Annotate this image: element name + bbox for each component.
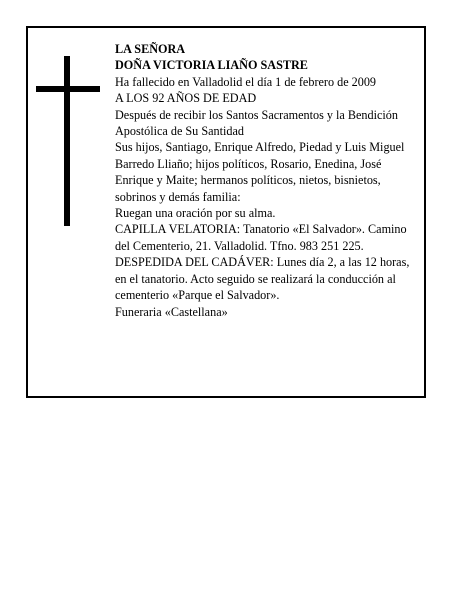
cross-icon: [36, 56, 100, 226]
prayer-text: Ruegan una oración por su alma.: [115, 206, 276, 221]
sacraments-text: Después de recibir los Santos Sacramentos y la Bendición Apostólica de Su Santidad: [115, 107, 398, 139]
family-text: Sus hijos, Santiago, Enrique Alfredo, Piedad y Luis Miguel Barredo Lliaño; hijos políticos, Rosario, Enedina, José Enrique y Maite; hermanos políticos, nietos, bisnietos, sobrinos y demás familia:: [115, 140, 405, 204]
death-line: Ha fallecido en Valladolid el día 1 de febrero de 2009: [115, 74, 377, 89]
chapel-text: CAPILLA VELATORIA: Tanatorio «El Salvador». Camino del Cementerio, 21. Valladolid. Tfno. 983 251 225.: [115, 222, 407, 253]
farewell-text: DESPEDIDA DEL CADÁVER: Lunes día 2, a las 12 horas, en el tanatorio. Acto seguido se realizará la conducción al cementerio «Parque el Salvador».: [115, 255, 410, 303]
cross-vertical-bar: [64, 56, 70, 226]
funeral-home-text: Funeraria «Castellana»: [115, 304, 228, 319]
notice-text: [115, 41, 420, 320]
obituary-notice: [26, 26, 426, 398]
notice-title: LA SEÑORA: [115, 42, 186, 56]
cross-horizontal-bar: [36, 86, 100, 92]
age-line: A LOS 92 AÑOS DE EDAD: [115, 91, 257, 106]
deceased-name: DOÑA VICTORIA LIAÑO SASTRE: [115, 58, 308, 73]
